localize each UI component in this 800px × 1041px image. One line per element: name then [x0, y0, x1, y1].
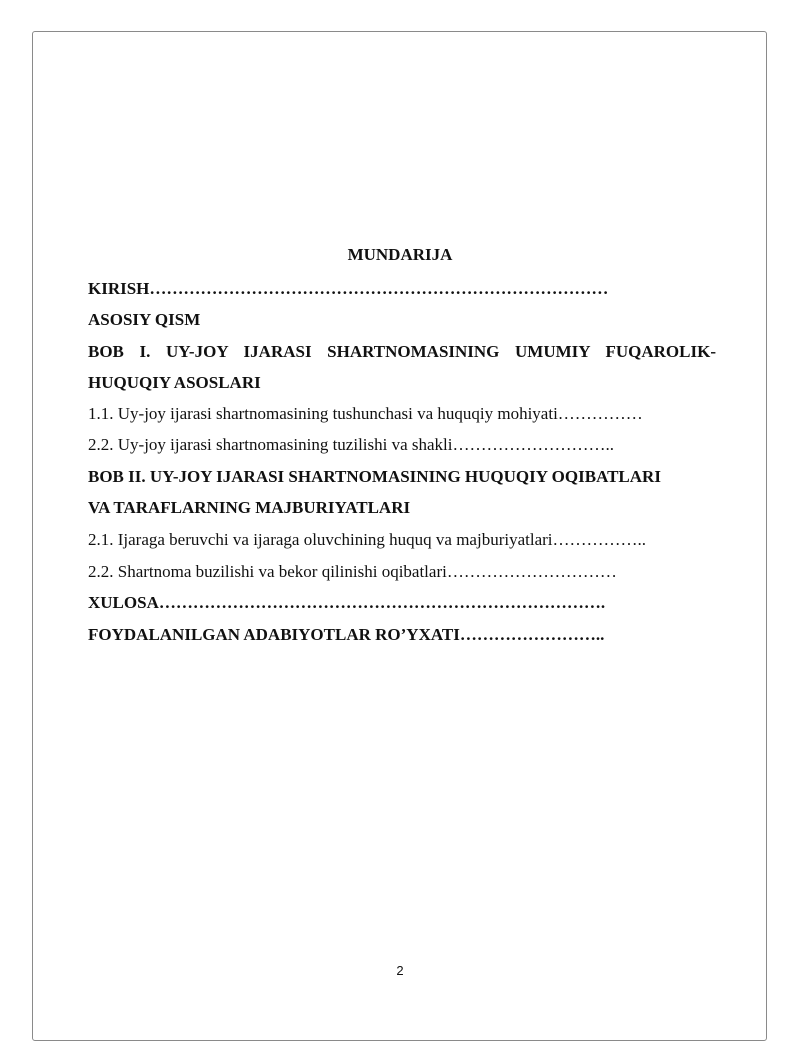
page-number: 2 — [396, 963, 404, 978]
toc-entry-chapter-1-line-2: HUQUQIY ASOSLARI — [88, 373, 261, 392]
toc-entry-introduction: KIRISH……………………………………………………………………… — [88, 279, 609, 298]
toc-entry-chapter-2-line-1: BOB II. UY-JOY IJARASI SHARTNOMASINING HUQUQIY OQIBATLARI — [88, 467, 661, 486]
toc-entry-section-1-1: 1.1. Uy-joy ijarasi shartnomasining tushunchasi va huquqiy mohiyati…………… — [88, 404, 643, 423]
toc-heading: MUNDARIJA — [347, 245, 453, 264]
toc-entry-chapter-2-line-2: VA TARAFLARNING MAJBURIYATLARI — [88, 498, 411, 517]
toc-entry-section-1-2: 2.2. Uy-joy ijarasi shartnomasining tuzilishi va shakli……………………….. — [88, 435, 615, 454]
toc-entry-section-2-2: 2.2. Shartnoma buzilishi va bekor qilinishi oqibatlari………………………… — [88, 562, 617, 581]
toc-entry-chapter-1-line-1: BOB I. UY-JOY IJARASI SHARTNOMASINING UMUMIY FUQAROLIK- — [88, 342, 716, 361]
toc-entry-main-part: ASOSIY QISM — [88, 310, 201, 329]
toc-entry-references: FOYDALANILGAN ADABIYOTLAR RO’YXATI…………………….. — [88, 625, 605, 644]
toc-entry-conclusion: XULOSA……………………………………………………………………. — [88, 593, 606, 612]
toc-entry-section-2-1: 2.1. Ijaraga beruvchi va ijaraga oluvchining huquq va majburiyatlari…………….. — [88, 530, 647, 549]
